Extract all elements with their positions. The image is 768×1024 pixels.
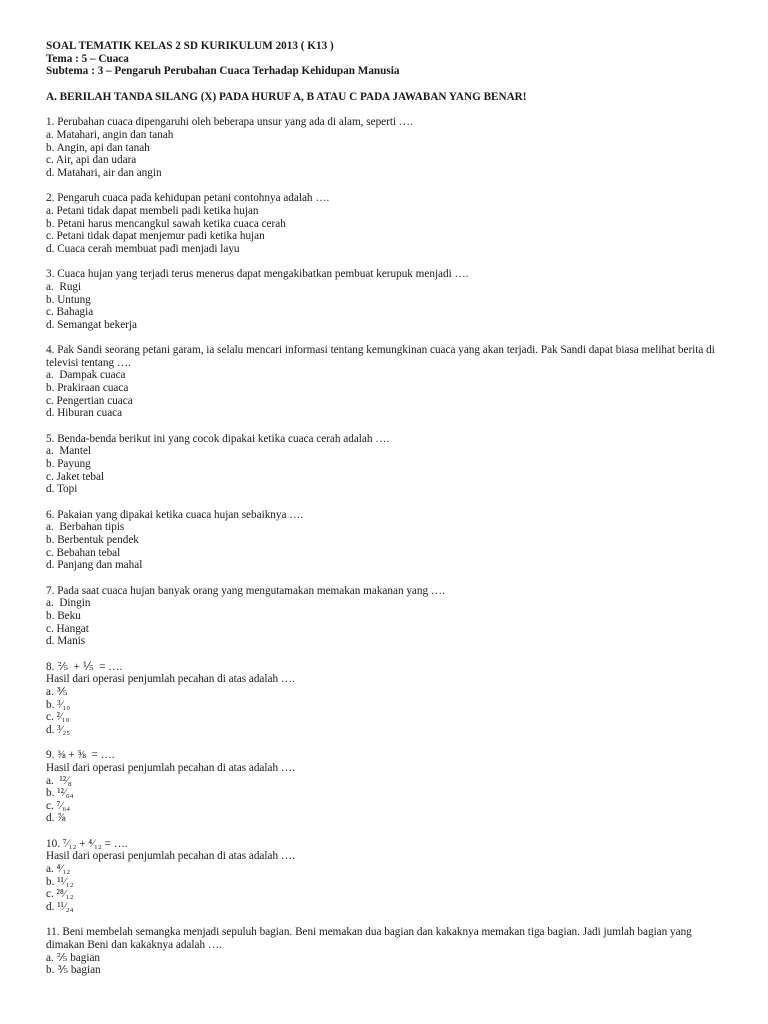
- question-stem: 10. ⁷⁄₁₂ + ⁴⁄₁₂ = ….: [46, 837, 128, 850]
- answer-option[interactable]: b. Petani harus mencangkul sawah ketika cuaca cerah: [46, 217, 286, 230]
- answer-option[interactable]: d. ³⁄₂₅: [46, 723, 71, 736]
- question-6: [46, 509, 728, 572]
- answer-option[interactable]: c. Petani tidak dapat menjemur padi ketika hujan: [46, 230, 265, 243]
- answer-option[interactable]: a. ⁴⁄₁₂: [46, 863, 71, 876]
- question-stem: 1. Perubahan cuaca dipengaruhi oleh beberapa unsur yang ada di alam, seperti ….: [46, 116, 413, 129]
- answer-option[interactable]: c. Hangat: [46, 622, 89, 635]
- answer-option[interactable]: d. ¹¹⁄₂₄: [46, 900, 74, 913]
- question-stem: 5. Benda-benda berikut ini yang cocok dipakai ketika cuaca cerah adalah ….: [46, 432, 390, 445]
- answer-option[interactable]: d. Matahari, air dan angin: [46, 166, 162, 179]
- question-subtext: Hasil dari operasi penjumlah pecahan di atas adalah ….: [46, 761, 295, 774]
- question-list: [46, 116, 728, 976]
- question-stem: 2. Pengaruh cuaca pada kehidupan petani contohnya adalah ….: [46, 192, 330, 205]
- answer-option[interactable]: c. Pengertian cuaca: [46, 394, 133, 407]
- question-1: [46, 116, 728, 179]
- question-stem: 3. Cuaca hujan yang terjadi terus menerus dapat mengakibatkan pembuat kerupuk menjadi ….: [46, 268, 469, 281]
- question-stem: 7. Pada saat cuaca hujan banyak orang yang mengutamakan memakan makanan yang ….: [46, 584, 445, 597]
- answer-option[interactable]: c. Bahagia: [46, 306, 94, 319]
- answer-option[interactable]: c. ⁷⁄₆₄: [46, 799, 71, 812]
- answer-option[interactable]: a. Mantel: [46, 445, 92, 458]
- question-stem: 8. ⅖ + ⅕ = ….: [46, 660, 123, 673]
- question-stem: 9. ⅜ + ⅝ = ….: [46, 749, 115, 762]
- answer-option[interactable]: b. Beku: [46, 609, 81, 622]
- answer-option[interactable]: c. ²⁸⁄₁₂: [46, 888, 74, 901]
- question-subtext: Hasil dari operasi penjumlah pecahan di atas adalah ….: [46, 673, 295, 686]
- document-title: SOAL TEMATIK KELAS 2 SD KURIKULUM 2013 ( K13 ): [46, 40, 334, 52]
- answer-option[interactable]: a. Matahari, angin dan tanah: [46, 128, 174, 141]
- answer-option[interactable]: c. Jaket tebal: [46, 470, 105, 483]
- question-4: [46, 344, 728, 420]
- answer-option[interactable]: a. Dingin: [46, 597, 91, 610]
- subtema-line: Subtema : 3 – Pengaruh Perubahan Cuaca Terhadap Kehidupan Manusia: [46, 65, 400, 78]
- answer-option[interactable]: c. Bebahan tebal: [46, 546, 121, 559]
- tema-line: Tema : 5 – Cuaca: [46, 52, 129, 65]
- question-11: [46, 926, 728, 976]
- answer-option[interactable]: a. ⅖ bagian: [46, 951, 101, 964]
- answer-option[interactable]: c. Air, api dan udara: [46, 154, 137, 167]
- answer-option[interactable]: c. ²⁄₁₀: [46, 711, 70, 724]
- answer-option[interactable]: b. Prakiraan cuaca: [46, 382, 129, 395]
- answer-option[interactable]: b. ⅗ bagian: [46, 964, 101, 977]
- answer-option[interactable]: b. Angin, api dan tanah: [46, 141, 150, 154]
- answer-option[interactable]: d. Cuaca cerah membuat padi menjadi layu: [46, 242, 240, 255]
- question-stem: 4. Pak Sandi seorang petani garam, ia selalu mencari informasi tentang kemungkinan cuaca yang akan terjadi. Pak Sandi dapat biasa melihat berita di televisi tentang ….: [46, 344, 715, 369]
- answer-option[interactable]: d. Manis: [46, 635, 86, 648]
- question-stem: 6. Pakaian yang dipakai ketika cuaca hujan sebaiknya ….: [46, 508, 304, 521]
- answer-option[interactable]: b. ¹²⁄₆₄: [46, 787, 74, 800]
- answer-option[interactable]: a. Petani tidak dapat membeli padi ketika hujan: [46, 204, 259, 217]
- question-subtext: Hasil dari operasi penjumlah pecahan di atas adalah ….: [46, 850, 295, 863]
- answer-option[interactable]: a. Berbahan tipis: [46, 521, 125, 534]
- question-9: [46, 749, 728, 825]
- answer-option[interactable]: b. ¹¹⁄₁₂: [46, 875, 74, 888]
- question-10: [46, 838, 728, 914]
- answer-option[interactable]: a. Dampak cuaca: [46, 369, 126, 382]
- answer-option[interactable]: d. Hiburan cuaca: [46, 407, 123, 420]
- answer-option[interactable]: d. Semangat bekerja: [46, 318, 138, 331]
- question-7: [46, 585, 728, 648]
- question-3: [46, 268, 728, 331]
- answer-option[interactable]: a. ⅗: [46, 685, 68, 698]
- answer-option[interactable]: d. ⅞: [46, 812, 66, 825]
- answer-option[interactable]: b. Untung: [46, 293, 91, 306]
- question-8: [46, 661, 728, 737]
- answer-option[interactable]: a. Rugi: [46, 280, 82, 293]
- document-header: [46, 40, 728, 78]
- section-instruction: A. BERILAH TANDA SILANG (X) PADA HURUF A, B ATAU C PADA JAWABAN YANG BENAR!: [46, 90, 527, 103]
- answer-option[interactable]: a. ¹²⁄₈: [46, 774, 72, 787]
- answer-option[interactable]: d. Topi: [46, 483, 78, 496]
- question-5: [46, 433, 728, 496]
- question-stem: 11. Beni membelah semangka menjadi sepuluh bagian. Beni memakan dua bagian dan kakaknya memakan tiga bagian. Jadi jumlah bagian yang dimakan Beni dan kakaknya adalah ….: [46, 926, 692, 952]
- question-2: [46, 192, 728, 255]
- answer-option[interactable]: b. ³⁄₁₀: [46, 698, 71, 711]
- answer-option[interactable]: d. Panjang dan mahal: [46, 559, 143, 572]
- answer-option[interactable]: b. Berbentuk pendek: [46, 534, 139, 546]
- answer-option[interactable]: b. Payung: [46, 458, 91, 471]
